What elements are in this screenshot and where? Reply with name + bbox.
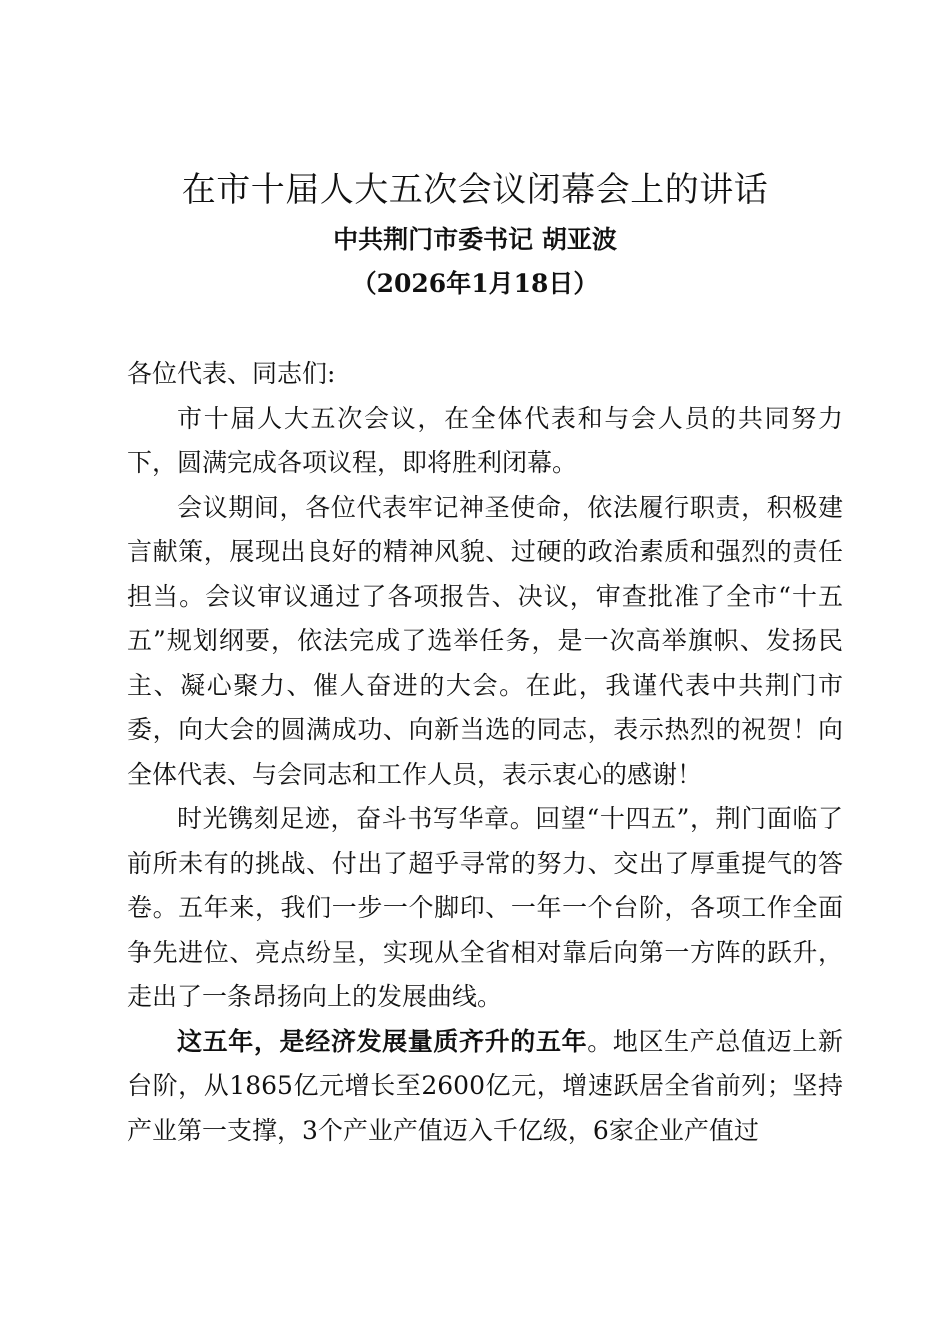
document-body: [127, 352, 843, 1153]
document-title: 在市十届人大五次会议闭幕会上的讲话: [181, 170, 769, 210]
paragraph: [127, 397, 843, 486]
paragraph-text: 市十届人大五次会议，在全体代表和与会人员的共同努力下，圆满完成各项议程，即将胜利闭幕。: [127, 403, 843, 477]
paragraph: [127, 486, 843, 798]
paragraph: [127, 797, 843, 1020]
salutation: 各位代表、同志们:: [127, 359, 336, 388]
paragraph-text: 时光镌刻足迹，奋斗书写华章。回望“十四五”，荆门面临了前所未有的挑战、付出了超乎寻常的努力、交出了厚重提气的答卷。五年来，我们一步一个脚印、一年一个台阶，各项工作全面争先进位、亮点纷呈，实现从全省相对靠后向第一方阵的跃升，走出了一条昂扬向上的发展曲线。: [127, 804, 843, 1011]
paragraph: [127, 1020, 843, 1154]
paragraph-text: 会议期间，各位代表牢记神圣使命，依法履行职责，积极建言献策，展现出良好的精神风貌、过硬的政治素质和强烈的责任担当。会议审议通过了各项报告、决议，审查批准了全市“十五五”规划纲要，依法完成了选举任务，是一次高举旗帜、发扬民主、凝心聚力、催人奋进的大会。在此，我谨代表中共荆门市委，向大会的圆满成功、向新当选的同志，表示热烈的祝贺！向全体代表、与会同志和工作人员，表示衷心的感谢！: [127, 492, 843, 789]
paragraph-lead-bold: 这五年，是经济发展量质齐升的五年: [177, 1026, 588, 1056]
document-date: （2026年1月18日）: [351, 269, 599, 298]
document-author: 中共荆门市委书记 胡亚波: [333, 225, 617, 254]
paragraph-text: 。地区生产总值迈上新台阶，从1865亿元增长至2600亿元，增速跃居全省前列；坚持产业第一支撑，3个产业产值迈入千亿级，6家企业产值过: [127, 1026, 843, 1145]
